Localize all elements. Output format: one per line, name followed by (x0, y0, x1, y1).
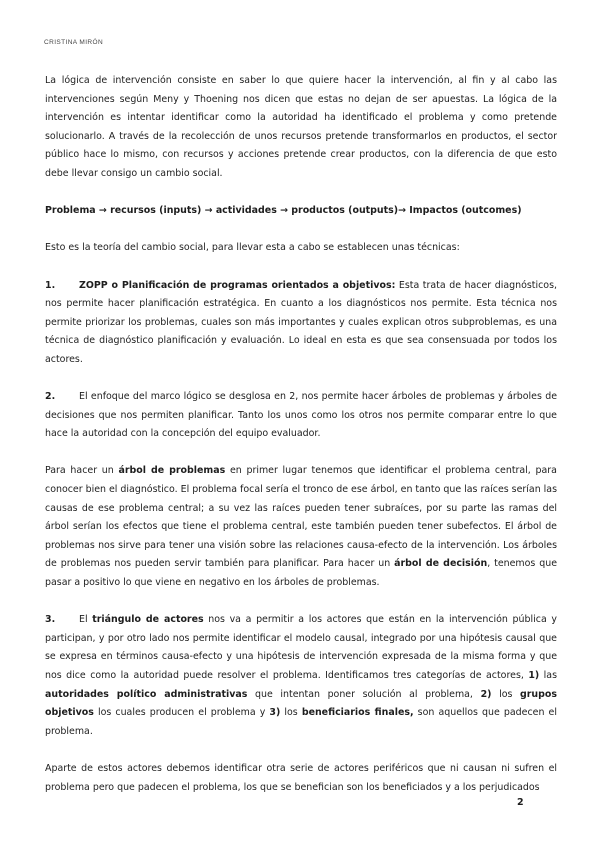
paragraph-problem-tree: Para hacer un árbol de problemas en primer lugar tenemos que identificar el problema central, para conocer bien el diagnóstico. El problema focal sería el tronco de ese árbol, en tanto que las raíces serían las causas de ese problema central; a su vez las raíces pueden tener subraíces, por su parte las ramas del árbol serían los efectos que tiene el problema central, este también pueden tener subefectos. El árbol de problemas nos sirve para tener una visión sobre las relaciones causa-efecto de la intervención. Los árboles de problemas nos pueden servir también para planificar. Para hacer un árbol de decisión, tenemos que pasar a positivo lo que viene en negativo en los árboles de problemas. (45, 465, 557, 589)
list-item-logical-framework (45, 388, 557, 444)
causal-chain-text: Problema → recursos (inputs) → actividades → productos (outputs)→ Impactos (outcomes) (45, 205, 522, 217)
term-authorities: autoridades político administrativas (45, 688, 248, 700)
term-decision-tree: árbol de decisión (394, 558, 488, 570)
list-number: 1. (45, 279, 56, 291)
paragraph-peripheral-actors: Aparte de estos actores debemos identificar otra serie de actores periféricos que ni causan ni sufren el problema pero que padecen el problema, los que se benefician son los beneficiados y a los perjudicados (45, 762, 557, 793)
causal-chain (45, 202, 557, 221)
document-header-author: CRISTINA MIRÓN (44, 39, 104, 46)
list-item-actor-triangle: 3. El triángulo de actores nos va a permitir a los actores que están en la intervención pública y participan, y por otro lado nos permite identificar el modelo causal, integrado por una hipótesis causal que se expresa en términos causa-efecto y una hipótesis de intervención expresada de la misma forma y que nos dice como la autoridad puede resolver el problema. Identificamos tres categorías de actores, 1) las autoridades político administrativas que intentan poner solución al problema, 2) los grupos objetivos los cuales producen el problema y 3) los beneficiarios finales, son aquellos que padecen el problema. (45, 611, 557, 741)
logical-framework-text: El enfoque del marco lógico se desglosa en 2, nos permite hacer árboles de problemas y árboles de decisiones que nos permiten planificar. Tanto los unos como los otros nos permite comparar entre lo que hace la autoridad con la concepción del equipo evaluador. (45, 391, 557, 440)
zopp-text: Esta trata de hacer diagnósticos, nos permite hacer planificación estratégica. En cuanto a los diagnósticos nos permite. Esta técnica nos permite priorizar los problemas, cuales son más importantes y cuales explican otros subproblemas, es una técnica de diagnóstico planificación y evaluación. Lo ideal en esta es que sea consensuada por todos los actores. (45, 279, 557, 365)
paragraph-intervention-logic: La lógica de intervención consiste en saber lo que quiere hacer la intervención, al fin y al cabo las intervenciones según Meny y Thoening nos dicen que estas no dejan de ser apuestas. La lógica de la intervención es intentar identificar como la autoridad ha identificado el problema y como pretende solucionarlo. A través de la recolección de unos recursos pretende transformarlos en productos, el sector público hace lo mismo, con recursos y acciones pretende crear productos, con la diferencia de que esto debe llevar consigo un cambio social. (45, 75, 557, 179)
term-problem-tree: árbol de problemas (118, 465, 226, 477)
zopp-title: ZOPP o Planificación de programas orientados a objetivos: (79, 279, 396, 291)
paragraph-social-change: Esto es la teoría del cambio social, para llevar esta a cabo se establecen unas técnicas: (45, 242, 460, 254)
list-item-zopp (45, 277, 557, 370)
term-target-groups: grupos objetivos (45, 688, 557, 719)
document-body (45, 72, 557, 797)
term-final-beneficiaries: beneficiarios finales, (301, 707, 414, 719)
list-number: 2. (45, 391, 56, 403)
term-actor-triangle: triángulo de actores (92, 614, 204, 626)
page-number: 2 (517, 797, 524, 808)
list-number: 3. (45, 614, 56, 626)
